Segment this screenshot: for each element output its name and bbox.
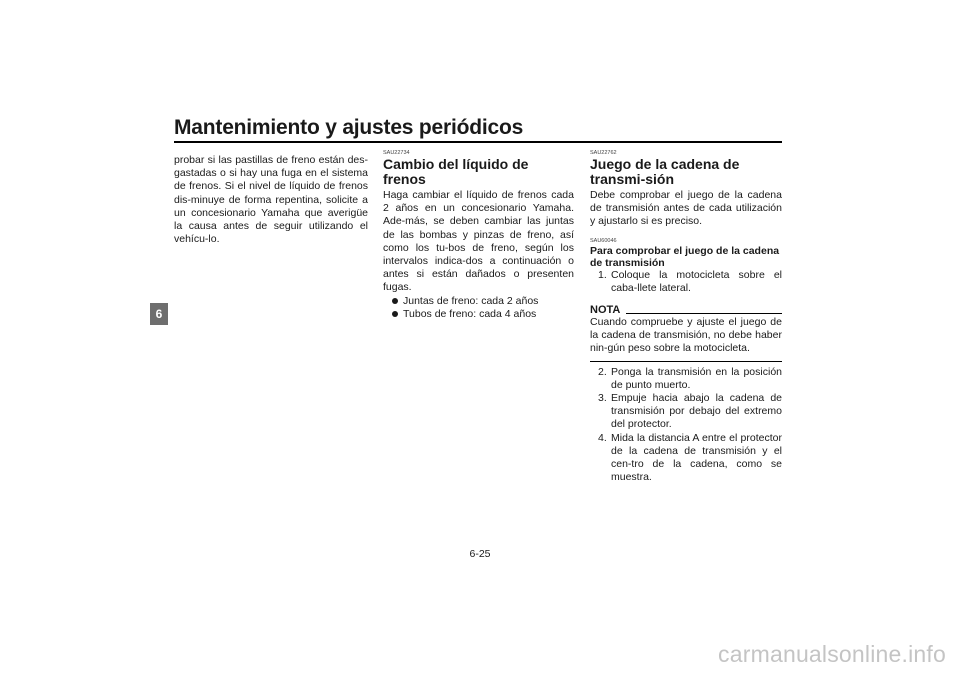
subsection-heading: Para comprobar el juego de la cadena de transmisión	[590, 244, 780, 269]
brake-check-paragraph: probar si las pastillas de freno están des-gastadas o si hay una fuga en el sistema de frenos. Si el nivel de líquido de frenos dis-minuye de forma repentina, solicite a un concesionario Yamaha que averigüe la causa antes de seguir utilizando el vehícu-lo.	[174, 154, 368, 246]
list-item-text: Tubos de freno: cada 4 años	[403, 307, 537, 320]
column-1	[174, 154, 368, 246]
brake-fluid-paragraph: Haga cambiar el líquido de frenos cada 2 años en un concesionario Yamaha. Ade-más, se deben cambiar las juntas de las bombas y pinzas de freno, así como los tu-bos de freno, según los intervalos indica-dos a continuación o antes si están dañados o presenten fugas.	[383, 189, 574, 294]
chapter-tab: 6	[150, 303, 168, 325]
note-rule	[626, 313, 782, 314]
list-item-text: Juntas de freno: cada 2 años	[403, 294, 539, 307]
bullet-list	[383, 295, 574, 321]
section-code: SAU22762	[590, 150, 617, 156]
section-heading-brake-fluid: Cambio del líquido de frenos	[383, 156, 529, 187]
step-text: Coloque la motocicleta sobre el caba-llete lateral.	[611, 268, 782, 294]
list-item	[391, 308, 574, 321]
bullet-icon	[392, 311, 398, 317]
list-item	[391, 295, 574, 308]
step-number: 1.	[598, 268, 607, 281]
steps-list	[590, 366, 782, 485]
step-text: Ponga la transmisión en la posición de punto muerto.	[611, 365, 782, 391]
note-label: NOTA	[590, 304, 621, 317]
step-item	[590, 366, 782, 392]
section-code: SAU22734	[383, 150, 410, 156]
subsection-code: SAU60046	[590, 237, 617, 244]
steps-list	[590, 269, 782, 295]
watermark: carmanualsonline.info	[718, 641, 946, 667]
note-header	[590, 304, 782, 316]
column-2	[383, 150, 574, 321]
section-heading-chain-slack: Juego de la cadena de transmi-sión	[590, 156, 740, 187]
header-rule	[174, 141, 782, 143]
step-text: Empuje hacia abajo la cadena de transmisión por debajo del extremo del protector.	[611, 392, 782, 431]
page-number: 6-25	[469, 548, 491, 560]
column-3	[590, 150, 782, 484]
step-item	[590, 269, 782, 295]
step-item	[590, 392, 782, 432]
page-title: Mantenimiento y ajustes periódicos	[174, 116, 524, 139]
note-text: Cuando compruebe y ajuste el juego de la cadena de transmisión, no debe haber nin-gún peso sobre la motocicleta.	[590, 316, 782, 355]
note-end-rule	[590, 361, 782, 362]
step-number: 2.	[598, 365, 607, 378]
bullet-icon	[392, 298, 398, 304]
step-item	[590, 432, 782, 485]
step-number: 3.	[598, 392, 607, 405]
step-text: Mida la distancia A entre el protector de la cadena de transmisión y el cen-tro de la cadena, como se muestra.	[611, 431, 782, 484]
step-number: 4.	[598, 431, 607, 444]
chain-slack-paragraph: Debe comprobar el juego de la cadena de transmisión antes de cada utilización y ajustarlo si es preciso.	[590, 189, 782, 228]
